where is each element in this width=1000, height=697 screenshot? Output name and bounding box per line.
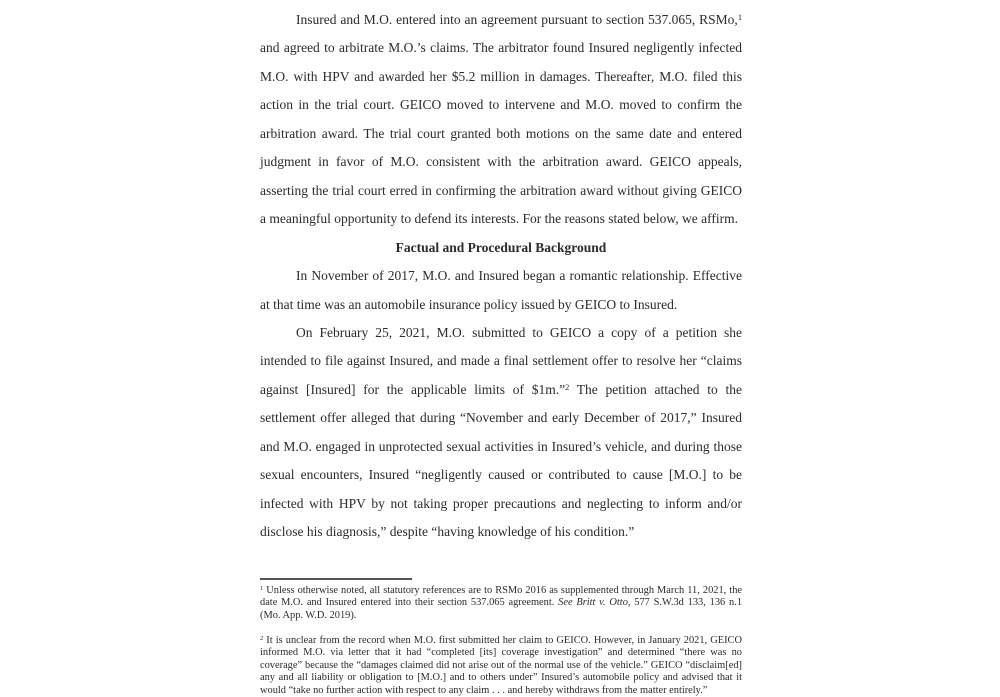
footnote-2: $^2$ It is unclear from the record when M.O. first submitted her claim to GEICO. However, in January 2021, GEICO informed M.O. via letter that it had “completed [its] coverage investigation” and determined “there was no coverage” because the “damages claimed did not arise out of the normal use of the vehicle.” GEICO “disclaim[ed] any and all liability or obligation to [M.O.] and to others under” Insured’s automobile policy and advised that it would “take no further action with respect to any claim . . . and hereby withdraws from the matter entirely.” (260, 634, 742, 696)
footnote-reference-marker: 1 (737, 13, 742, 23)
footnote-reference-marker: 2 (260, 634, 264, 642)
document-page (260, 0, 742, 696)
footnote-separator-rule (260, 578, 412, 580)
opinion-paragraph-2: In November of 2017, M.O. and Insured began a romantic relationship. Effective at that time was an automobile insurance policy issued by GEICO to Insured. (260, 268, 742, 312)
section-heading-factual-background: Factual and Procedural Background (395, 239, 607, 255)
footnotes-section (260, 578, 742, 697)
footnote-1: $^1$ Unless otherwise noted, all statutory references are to RSMo 2016 as supplemented through March 11, 2021, the date M.O. and Insured entered into their section 537.065 agreement. See Britt v. Otto, 577 S.W.3d 133, 136 n.1 (Mo. App. W.D. 2019). (260, 584, 742, 621)
opinion-paragraph-1: Insured and M.O. entered into an agreement pursuant to section 537.065, RSMo,$^1$ and agreed to arbitrate M.O.’s claims. The arbitrator found Insured negligently infected M.O. with HPV and awarded her $5.2 million in damages. Thereafter, M.O. filed this action in the trial court. GEICO moved to intervene and M.O. moved to confirm the arbitration award. The trial court granted both motions on the same date and entered judgment in favor of M.O. consistent with the arbitration award. GEICO appeals, asserting the trial court erred in confirming the arbitration award without giving GEICO a meaningful opportunity to defend its interests. For the reasons stated below, we affirm. (260, 12, 742, 227)
footnote-reference-marker: 1 (260, 584, 264, 592)
opinion-body-text (260, 0, 742, 547)
case-citation-italic: See Britt v. Otto (558, 597, 628, 609)
opinion-paragraph-3: On February 25, 2021, M.O. submitted to GEICO a copy of a petition she intended to file against Insured, and made a final settlement offer to resolve her “claims against [Insured] for the applicable limits of $1m.”$^2$ The petition attached to the settlement offer alleged that during “November and early December of 2017,” Insured and M.O. engaged in unprotected sexual activities in Insured’s vehicle, and during those sexual encounters, Insured “negligently caused or contributed to cause [M.O.] to be infected with HPV by not taking proper precautions and neglecting to inform and/or disclose his diagnosis,” despite “having knowledge of his condition.” (260, 324, 742, 540)
footnote-reference-marker: 2 (565, 383, 570, 393)
